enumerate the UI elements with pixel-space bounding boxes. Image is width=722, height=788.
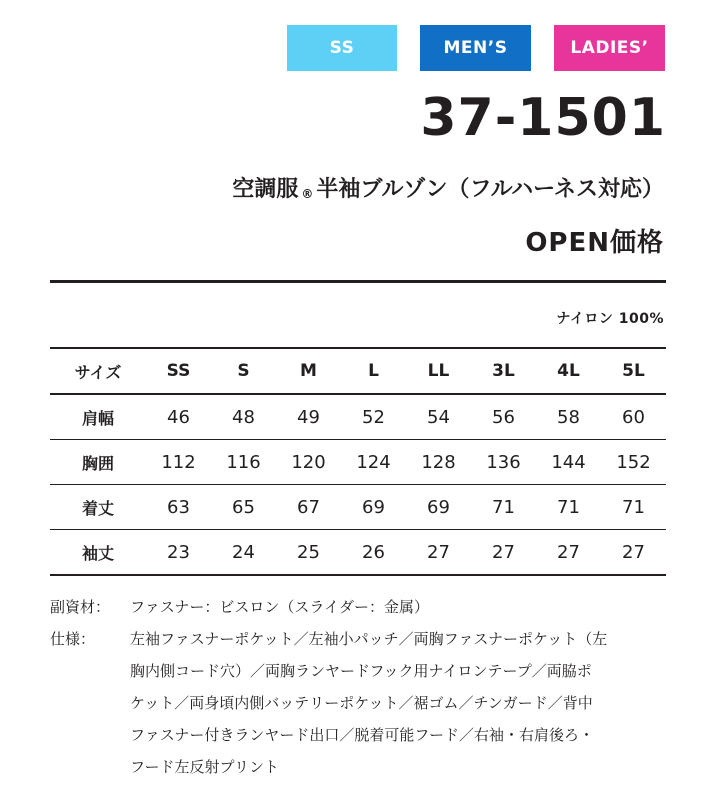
spec-line: フード左反射プリント	[130, 758, 279, 776]
table-cell: 128	[421, 451, 456, 473]
table-cell: 67	[297, 496, 320, 518]
table-cell: 56	[492, 406, 515, 428]
table-cell: 152	[616, 451, 651, 473]
table-cell: 48	[232, 406, 255, 428]
size-col: S	[237, 361, 250, 381]
row-label: 胸囲	[81, 453, 114, 473]
product-name	[232, 172, 664, 203]
size-col: 4L	[557, 361, 580, 381]
sub-material-value: ファスナー：ビスロン（スライダー：金属）	[130, 598, 429, 616]
table-cell: 54	[427, 406, 450, 428]
table-cell: 60	[622, 406, 645, 428]
spec-label-row	[50, 624, 130, 654]
table-cell: 69	[362, 496, 385, 518]
table-cell: 24	[232, 541, 255, 563]
badge-ladies: LADIES’	[554, 25, 665, 71]
table-cell: 27	[492, 541, 515, 563]
spec-line: 胸内側コード穴）／両胸ランヤードフック用ナイロンテープ／両脇ポ	[130, 662, 592, 680]
table-cell: 27	[557, 541, 580, 563]
spec-line: ケット／両身頃内側バッテリーポケット／裾ゴム／チンガード／背中	[130, 694, 593, 712]
size-header-label: サイズ	[74, 362, 122, 382]
badge-ss: SS	[287, 25, 397, 71]
table-row	[50, 530, 666, 576]
table-cell: 71	[557, 496, 580, 518]
registered-mark: ®	[301, 187, 314, 201]
size-header-row	[50, 348, 666, 394]
table-cell: 112	[161, 451, 196, 473]
table-cell: 46	[167, 406, 190, 428]
table-cell: 26	[362, 541, 385, 563]
table-cell: 27	[427, 541, 450, 563]
product-number: 37-1501	[420, 88, 666, 148]
table-row	[50, 485, 666, 530]
badge-mens: MEN’S	[420, 25, 531, 71]
product-name-main: 空調服	[232, 177, 299, 202]
table-row	[50, 440, 666, 485]
table-cell: 136	[486, 451, 521, 473]
table-cell: 65	[232, 496, 255, 518]
table-cell: 120	[291, 451, 326, 473]
table-cell: 63	[167, 496, 190, 518]
table-cell: 116	[226, 451, 261, 473]
price: OPEN価格	[525, 228, 664, 258]
table-cell: 71	[622, 496, 645, 518]
size-table	[50, 347, 666, 576]
spec-line: 左袖ファスナーポケット／左袖小パッチ／両胸ファスナーポケット（左	[130, 630, 608, 648]
size-col: LL	[427, 361, 450, 381]
table-row	[50, 394, 666, 440]
table-cell: 23	[167, 541, 190, 563]
table-cell: 27	[622, 541, 645, 563]
table-cell: 49	[297, 406, 320, 428]
table-cell: 52	[362, 406, 385, 428]
table-cell: 69	[427, 496, 450, 518]
material: ナイロン 100%	[556, 311, 664, 327]
sub-material	[50, 592, 429, 622]
table-cell: 144	[551, 451, 586, 473]
sub-material-label: 副資材：	[50, 598, 111, 616]
table-cell: 71	[492, 496, 515, 518]
row-label: 着丈	[81, 498, 114, 518]
section-divider	[50, 280, 666, 283]
spec-label: 仕様：	[50, 630, 96, 648]
size-col: SS	[166, 361, 191, 381]
spec-line: ファスナー付きランヤード出口／脱着可能フード／右袖・右肩後ろ・	[130, 726, 594, 744]
product-name-rest: 半袖ブルゾン（フルハーネス対応）	[316, 177, 664, 202]
table-cell: 58	[557, 406, 580, 428]
size-col: 5L	[622, 361, 645, 381]
row-label: 袖丈	[81, 543, 114, 563]
size-col: 3L	[492, 361, 515, 381]
size-col: L	[368, 361, 379, 381]
size-col: M	[300, 361, 317, 381]
table-cell: 124	[356, 451, 391, 473]
table-cell: 25	[297, 541, 320, 563]
row-label: 肩幅	[81, 408, 114, 428]
